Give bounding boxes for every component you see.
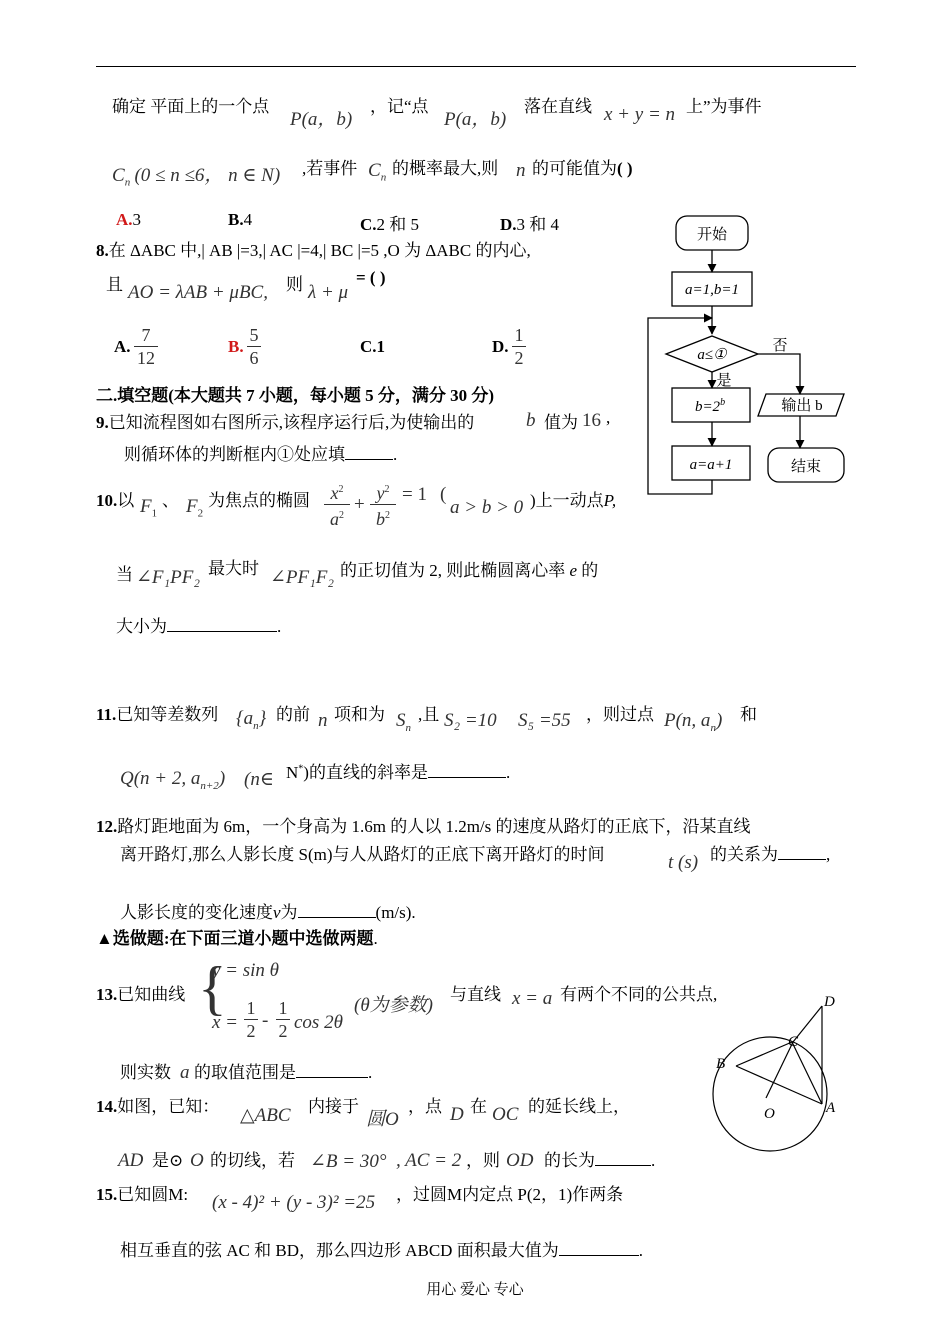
q7-option-d: D.3 和 4 bbox=[500, 215, 560, 234]
flow-start-label: 开始 bbox=[696, 227, 728, 243]
q7-line1-d: 上”为事件 bbox=[686, 97, 762, 116]
q8-option-a-frac: 7 12 bbox=[134, 325, 158, 368]
q15-circle-eq: (x - 4)² + (y - 3)² =25 bbox=[212, 1192, 376, 1213]
q14-line2-a: 是⊙ bbox=[152, 1151, 184, 1170]
q11-line1-d: ,且 bbox=[418, 705, 440, 724]
q8-line1: 8.在 ΔABC 中,| AB |=3,| AC |=4,| BC |=5 ,O 为 ΔABC 的内心, bbox=[96, 241, 531, 260]
q14-line1-d: 在 bbox=[470, 1097, 487, 1116]
q10-focus2: $F_2$ bbox=[186, 496, 204, 520]
label-c: C bbox=[788, 1034, 799, 1050]
q10-sep: 、 bbox=[162, 491, 179, 510]
q9-b: b bbox=[526, 410, 536, 431]
q10-line1-b: 为焦点的椭圆 bbox=[208, 491, 310, 510]
page-footer: 用心 爱心 专心 bbox=[426, 1282, 524, 1298]
q13-a: a bbox=[180, 1062, 190, 1083]
q9-line1-d: , bbox=[606, 408, 611, 427]
q10-line2-b: 最大时 bbox=[208, 559, 259, 578]
label-d: D bbox=[824, 994, 835, 1010]
q11-line2: N*)的直线的斜率是 . bbox=[286, 763, 511, 782]
q10-line3: 大小为 . bbox=[116, 617, 282, 636]
q12-line2-b: 的关系为 , bbox=[710, 845, 831, 864]
q10-condition: a > b > 0 bbox=[450, 497, 524, 518]
q8-option-b-frac: 5 6 bbox=[247, 325, 261, 368]
q15-line1: 15.已知圆M: bbox=[96, 1185, 189, 1204]
q7-event2: $C_n$ bbox=[368, 160, 387, 184]
q14-o: O bbox=[190, 1150, 204, 1171]
q10-line2-a: 当 bbox=[116, 565, 133, 584]
q10-ellipse-y-frac: $y^2$ $b^2$ bbox=[370, 480, 396, 529]
q14-line1-c: ，点 bbox=[408, 1097, 442, 1116]
q9-value: 16 bbox=[582, 410, 601, 431]
q14-line2-c: ，则 bbox=[466, 1151, 500, 1170]
q14-triangle: △ABC bbox=[240, 1105, 291, 1126]
q7-point-p1: P(a，b) bbox=[290, 109, 353, 130]
q7-condition: (0 ≤ n ≤6， n ∈ N) bbox=[134, 165, 281, 186]
q13-eq2-a: x = bbox=[212, 1012, 239, 1033]
q9-line2: 则循环体的判断框内①处应填 . bbox=[124, 445, 398, 464]
q9-line1: 9.已知流程图如右图所示,该程序运行后,为使输出的 bbox=[96, 413, 475, 432]
q10-plus: + bbox=[354, 494, 365, 515]
geometry-figure bbox=[700, 986, 850, 1158]
q13-line2-b: 的取值范围是 . bbox=[194, 1063, 373, 1082]
q13-minus: - bbox=[262, 1010, 269, 1031]
circle-o bbox=[713, 1037, 827, 1151]
flow-yes-label: 是 bbox=[716, 373, 732, 389]
flow-condition-label: a≤① bbox=[697, 347, 727, 363]
q11-line1: 11.已知等差数列 bbox=[96, 705, 219, 724]
q13-line2-a: 则实数 bbox=[120, 1063, 171, 1082]
q8-option-b-letter: B. bbox=[228, 337, 244, 356]
label-o: O bbox=[764, 1106, 775, 1122]
flow-assign-label: $b=2^b$ bbox=[694, 397, 726, 415]
label-a: A bbox=[826, 1100, 836, 1116]
q14-line1-e: 的延长线上， bbox=[528, 1097, 630, 1116]
q11-n: n bbox=[318, 710, 328, 731]
q13-frac1: 1 2 bbox=[244, 998, 258, 1041]
q7-option-b: B.4 bbox=[228, 210, 253, 229]
q12-line2-a: 离开路灯,那么人影长度 S(m)与人从路灯的正底下离开路灯的时间 bbox=[120, 845, 605, 864]
q14-line2-b: 的切线，若 bbox=[210, 1151, 295, 1170]
q10-line2-c: 的正切值为 2, 则此椭圆离心率 e 的 bbox=[340, 561, 599, 580]
q14-angle: ∠B = 30° bbox=[310, 1151, 387, 1172]
q11-sn: $S_n$ bbox=[396, 710, 411, 734]
q10-ellipse-x-frac: $x^2$ $a^2$ bbox=[324, 480, 350, 529]
q11-line1-e: ，则过点 bbox=[586, 705, 654, 724]
q8-paren: = ( ) bbox=[356, 268, 386, 287]
q10-angle2: ∠PF₁F₂ bbox=[270, 567, 334, 588]
q7-option-c: C.2 和 5 bbox=[360, 215, 420, 234]
q11-s5: S₅ =55 bbox=[518, 710, 571, 731]
q7-line2: $C_n$ (0 ≤ n ≤6， n ∈ N) bbox=[112, 165, 281, 189]
flow-output-label: 输出 b bbox=[781, 398, 823, 414]
flow-no-label: 否 bbox=[772, 338, 788, 354]
q8-line2-a: 且 bbox=[106, 275, 123, 294]
q11-point-p: P(n, $a_n$) bbox=[664, 710, 723, 734]
q7-n: n bbox=[516, 160, 526, 181]
q13-eq1: y = sin θ bbox=[212, 960, 280, 981]
q7-line1-b: ，记“点 bbox=[370, 97, 429, 116]
q8-option-d-frac: 1 2 bbox=[512, 325, 526, 368]
q14-line2-d: 的长为 . bbox=[544, 1151, 656, 1170]
q11-line1-c: 项和为 bbox=[334, 705, 385, 724]
flow-end-label: 结束 bbox=[790, 459, 822, 475]
q14-circle: 圆O bbox=[366, 1109, 399, 1130]
q14-d: D bbox=[450, 1104, 464, 1125]
q8-option-c: C.1 bbox=[360, 337, 386, 356]
q13-line1-b: 与直线 bbox=[450, 985, 501, 1004]
q8-line2-b: 则 bbox=[286, 275, 303, 294]
q13-param: (θ为参数) bbox=[354, 995, 433, 1016]
q14-od: OD bbox=[506, 1150, 534, 1171]
q10-angle1: ∠F₁PF₂ bbox=[136, 567, 200, 588]
q11-sequence: $\{a_n\}$ bbox=[236, 708, 267, 732]
q7-line2-b: 的概率最大,则 bbox=[392, 159, 499, 178]
section-optional-title: ▲选做题:在下面三道小题中选做两题. bbox=[96, 929, 378, 948]
q10-ellipse-rhs: = 1 bbox=[402, 484, 427, 505]
q11-condition: (n∈ bbox=[244, 769, 274, 790]
section-fill-in-title: 二.填空题(本大题共 7 小题，每小题 5 分，满分 30 分) bbox=[96, 386, 495, 405]
q7-line2-a: ,若事件 bbox=[302, 159, 358, 178]
q11-line1-f: 和 bbox=[740, 705, 757, 724]
q13-line: x = a bbox=[512, 988, 553, 1009]
q14-line1: 14.如图，已知： bbox=[96, 1097, 220, 1116]
q14-ac: , AC = 2 bbox=[396, 1150, 462, 1171]
q11-point-q: Q(n + 2, $a_{n+2}$) bbox=[120, 768, 226, 792]
q7-line1: 确定 平面上的一个点 bbox=[112, 97, 270, 116]
label-b: B bbox=[716, 1056, 726, 1072]
q7-line1-c: 落在直线 bbox=[524, 97, 592, 116]
q14-oc: OC bbox=[492, 1104, 519, 1125]
q7-line-eq: x + y = n bbox=[604, 104, 676, 125]
q15-line1-b: ，过圆M内定点 P(2，1)作两条 bbox=[396, 1185, 624, 1204]
flow-increment-label: a=a+1 bbox=[689, 457, 733, 473]
q10-line1: 10.以 bbox=[96, 491, 135, 510]
q14-ad: AD bbox=[118, 1150, 144, 1171]
q12-line1: 12.路灯距地面为 6m，一个身高为 1.6m 的人以 1.2m/s 的速度从路灯的正底下，沿某直线 bbox=[96, 817, 751, 836]
q13-frac2: 1 2 bbox=[276, 998, 290, 1041]
q12-time: t (s) bbox=[668, 852, 699, 873]
q13-eq2-c: cos 2θ bbox=[294, 1012, 343, 1033]
q10-focus1: $F_1$ bbox=[140, 496, 158, 520]
q13-line1-c: 有两个不同的公共点, bbox=[560, 985, 718, 1004]
q8-vector-eq: AO = λAB + μBC, bbox=[128, 282, 268, 303]
q12-line3: 人影长度的变化速度v为 (m/s). bbox=[120, 903, 416, 922]
q13-line1: 13.已知曲线 bbox=[96, 985, 186, 1004]
q8-sum: λ + μ bbox=[308, 282, 349, 303]
q7-point-p2: P(a，b) bbox=[444, 109, 507, 130]
flow-init-label: a=1,b=1 bbox=[685, 282, 739, 298]
q14-line1-b: 内接于 bbox=[308, 1097, 359, 1116]
q11-s2: S₂ =10 bbox=[444, 710, 497, 731]
flowchart bbox=[640, 210, 860, 500]
q8-option-d-letter: D. bbox=[492, 337, 509, 356]
q7-event: C bbox=[112, 165, 125, 186]
q7-option-a: A.3 bbox=[116, 210, 142, 229]
q10-paren-open: ( bbox=[440, 484, 447, 505]
q15-line2: 相互垂直的弦 AC 和 BD，那么四边形 ABCD 面积最大值为 . bbox=[120, 1241, 643, 1260]
q13-brace: { bbox=[198, 955, 227, 1021]
q9-line1-c: 值为 bbox=[544, 413, 578, 432]
q10-line1-c: )上一动点P, bbox=[530, 491, 617, 510]
q7-line2-c: 的可能值为( ) bbox=[532, 159, 633, 178]
q8-option-a-letter: A. bbox=[114, 337, 131, 356]
header-rule bbox=[96, 66, 856, 67]
q11-line1-b: 的前 bbox=[276, 705, 310, 724]
